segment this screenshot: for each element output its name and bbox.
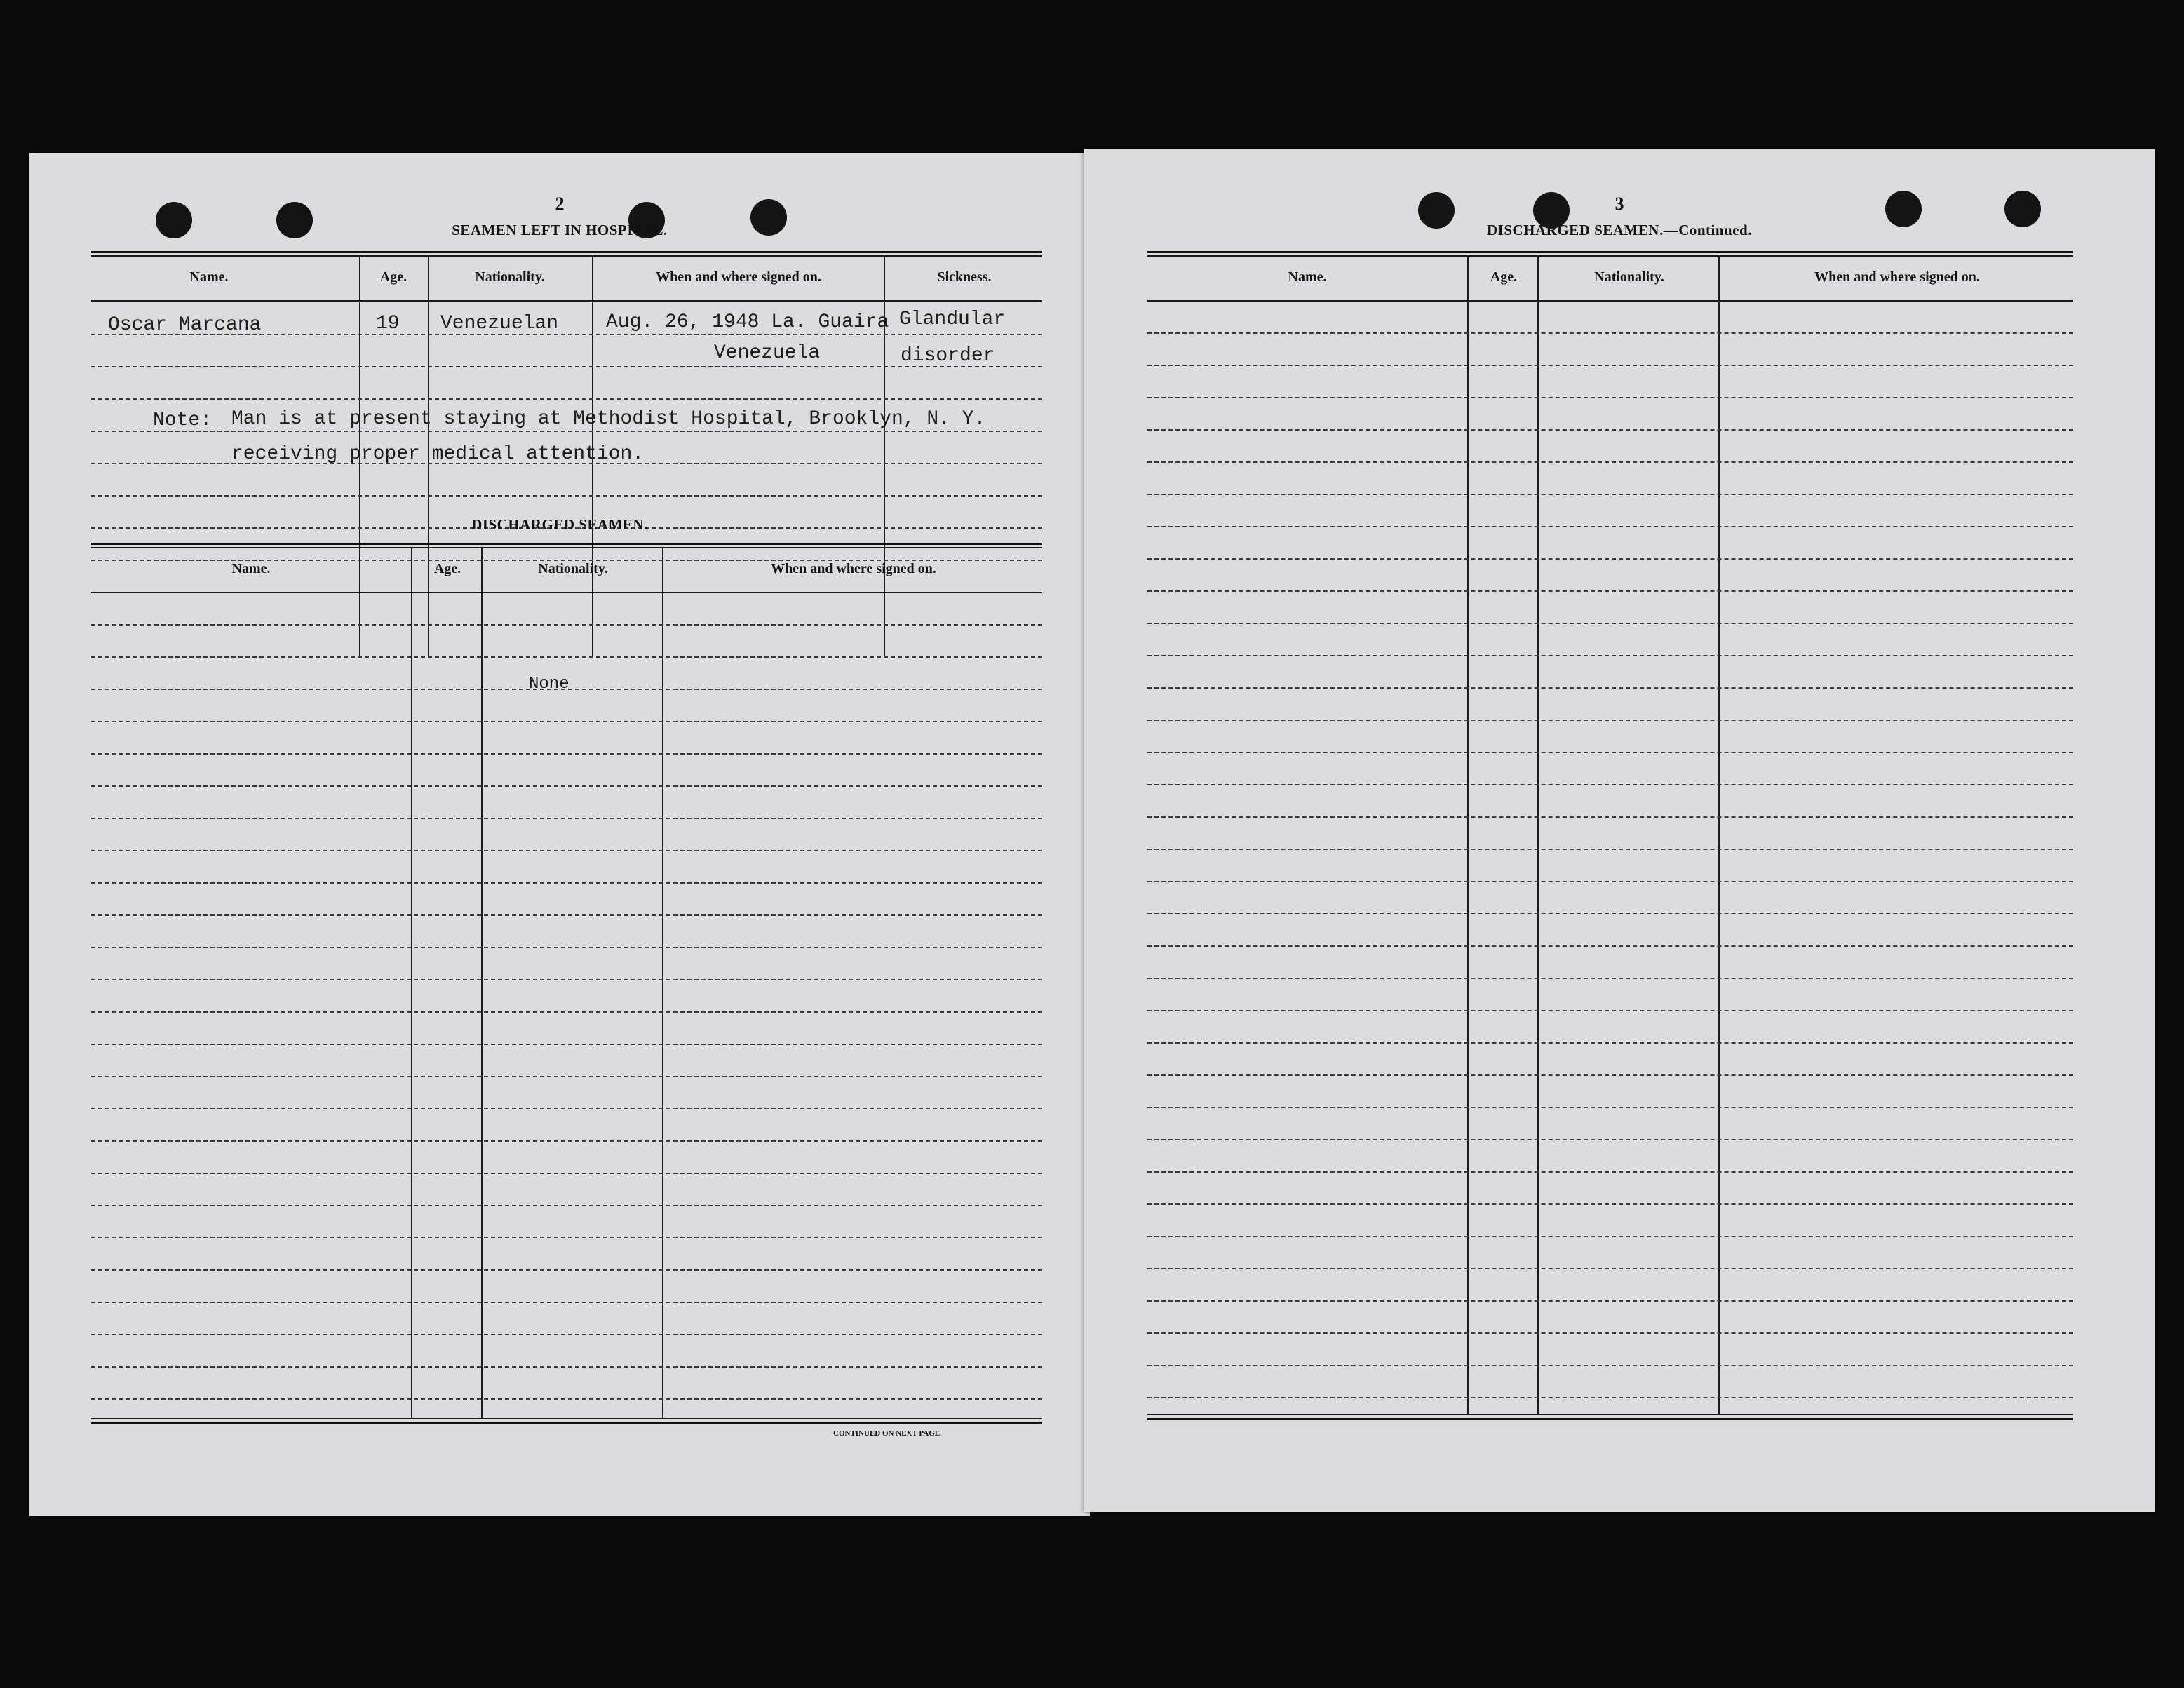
- entry-line: [91, 1398, 1042, 1400]
- entry-line: [1147, 1365, 2073, 1366]
- column-divider: [411, 548, 412, 1418]
- col-header-signed-on: When and where signed on.: [656, 269, 821, 285]
- table-rule: [1147, 300, 2073, 302]
- entry-line: [91, 495, 1042, 497]
- seaman-nationality: Venezuelan: [440, 313, 559, 335]
- column-divider: [481, 548, 483, 1418]
- entry-line: [91, 818, 1042, 819]
- entry-line: [1147, 1074, 2073, 1076]
- table-rule: [91, 1422, 1042, 1424]
- entry-line: [91, 431, 1042, 432]
- entry-line: [91, 1076, 1042, 1077]
- entry-line: [1147, 978, 2073, 979]
- entry-line: [1147, 913, 2073, 914]
- entry-line: [1147, 494, 2073, 495]
- entry-line: [1147, 365, 2073, 366]
- entry-line: [1147, 655, 2073, 656]
- entry-line: [91, 366, 1042, 367]
- seaman-age: 19: [376, 313, 400, 335]
- discharged-section-title: DISCHARGED SEAMEN.: [471, 516, 648, 533]
- col-header-name: Name.: [1288, 269, 1327, 285]
- col-header-age: Age.: [433, 561, 461, 576]
- entry-line: [1147, 1042, 2073, 1044]
- entry-line: [1147, 332, 2073, 334]
- entry-line: [1147, 526, 2073, 527]
- table-rule: [91, 543, 1042, 545]
- entry-line: [1147, 1268, 2073, 1269]
- entry-line: [91, 1237, 1042, 1238]
- entry-line: [91, 785, 1042, 787]
- col-header-age: Age.: [1490, 269, 1518, 285]
- seaman-name: Oscar Marcana: [108, 314, 262, 336]
- col-header-nationality: Nationality.: [475, 269, 545, 285]
- entry-line: [1147, 461, 2073, 463]
- entry-line: [1147, 1397, 2073, 1398]
- entry-line: [91, 947, 1042, 948]
- sickness: Glandular: [899, 309, 1006, 330]
- entry-line: [1147, 1332, 2073, 1334]
- entry-line: [1147, 881, 2073, 882]
- entry-line: [91, 1140, 1042, 1142]
- entry-line: [91, 882, 1042, 884]
- page-number: 3: [1615, 194, 1624, 214]
- entry-line: [91, 1302, 1042, 1303]
- entry-line: [1147, 429, 2073, 431]
- signed-on-date-place: Aug. 26, 1948 La. Guaira: [606, 311, 889, 333]
- col-header-nationality: Nationality.: [538, 561, 608, 576]
- hospital-section-title: SEAMEN LEFT IN HOSPITAL.: [452, 222, 668, 238]
- table-rule: [91, 592, 1042, 593]
- entry-line: [1147, 720, 2073, 721]
- entry-line: [1147, 784, 2073, 785]
- left-page: [29, 153, 1090, 1516]
- table-rule: [91, 547, 1042, 548]
- entry-line: [91, 1011, 1042, 1013]
- entry-line: [91, 753, 1042, 755]
- entry-line: [1147, 1236, 2073, 1237]
- col-header-name: Name.: [189, 269, 229, 285]
- col-header-signed-on: When and where signed on.: [771, 561, 936, 576]
- entry-line: [1147, 558, 2073, 560]
- table-rule: [1147, 255, 2073, 257]
- entry-line: [1147, 590, 2073, 592]
- entry-line: [91, 656, 1042, 658]
- col-header-name: Name.: [231, 561, 271, 576]
- discharged-continued-title: DISCHARGED SEAMEN.—Continued.: [1487, 222, 1752, 238]
- entry-line: [1147, 687, 2073, 689]
- entry-line: [1147, 1171, 2073, 1173]
- right-page: [1084, 149, 2155, 1512]
- entry-line: [1147, 816, 2073, 818]
- table-rule: [1147, 1414, 2073, 1415]
- entry-line: [1147, 849, 2073, 850]
- entry-line: [1147, 945, 2073, 947]
- entry-line: [1147, 752, 2073, 753]
- entry-line: [91, 1366, 1042, 1368]
- entry-line: [91, 1108, 1042, 1109]
- note-text: Man is at present staying at Methodist Hospital, Brooklyn, N. Y.: [231, 408, 986, 430]
- entry-line: [91, 1173, 1042, 1174]
- table-rule: [91, 300, 1042, 302]
- table-rule: [1147, 1418, 2073, 1420]
- entry-line: [1147, 1107, 2073, 1108]
- entry-line: [91, 979, 1042, 980]
- entry-line: [1147, 1203, 2073, 1205]
- table-rule: [1147, 251, 2073, 253]
- column-divider: [662, 548, 663, 1418]
- col-header-nationality: Nationality.: [1594, 269, 1664, 285]
- note-text-continued: receiving proper medical attention.: [231, 443, 645, 465]
- entry-line: [91, 850, 1042, 851]
- note-label: Note:: [153, 410, 213, 431]
- col-header-signed-on: When and where signed on.: [1814, 269, 1980, 285]
- entry-line: [1147, 1300, 2073, 1302]
- col-header-sickness: Sickness.: [937, 269, 992, 285]
- entry-line: [91, 1269, 1042, 1271]
- discharged-entry: None: [529, 675, 569, 694]
- continued-note: CONTINUED ON NEXT PAGE.: [833, 1429, 942, 1438]
- signed-on-country: Venezuela: [714, 342, 821, 364]
- entry-line: [91, 721, 1042, 722]
- entry-line: [91, 1044, 1042, 1045]
- table-rule: [91, 251, 1042, 253]
- col-header-age: Age.: [379, 269, 407, 285]
- table-rule: [91, 255, 1042, 257]
- entry-line: [1147, 1139, 2073, 1140]
- page-number: 2: [555, 194, 565, 214]
- entry-line: [91, 1334, 1042, 1335]
- table-rule: [91, 1418, 1042, 1419]
- sickness-continued: disorder: [901, 345, 995, 367]
- entry-line: [91, 1205, 1042, 1206]
- entry-line: [91, 624, 1042, 626]
- entry-line: [1147, 623, 2073, 624]
- entry-line: [91, 398, 1042, 400]
- entry-line: [91, 914, 1042, 916]
- entry-line: [1147, 1010, 2073, 1011]
- entry-line: [1147, 397, 2073, 398]
